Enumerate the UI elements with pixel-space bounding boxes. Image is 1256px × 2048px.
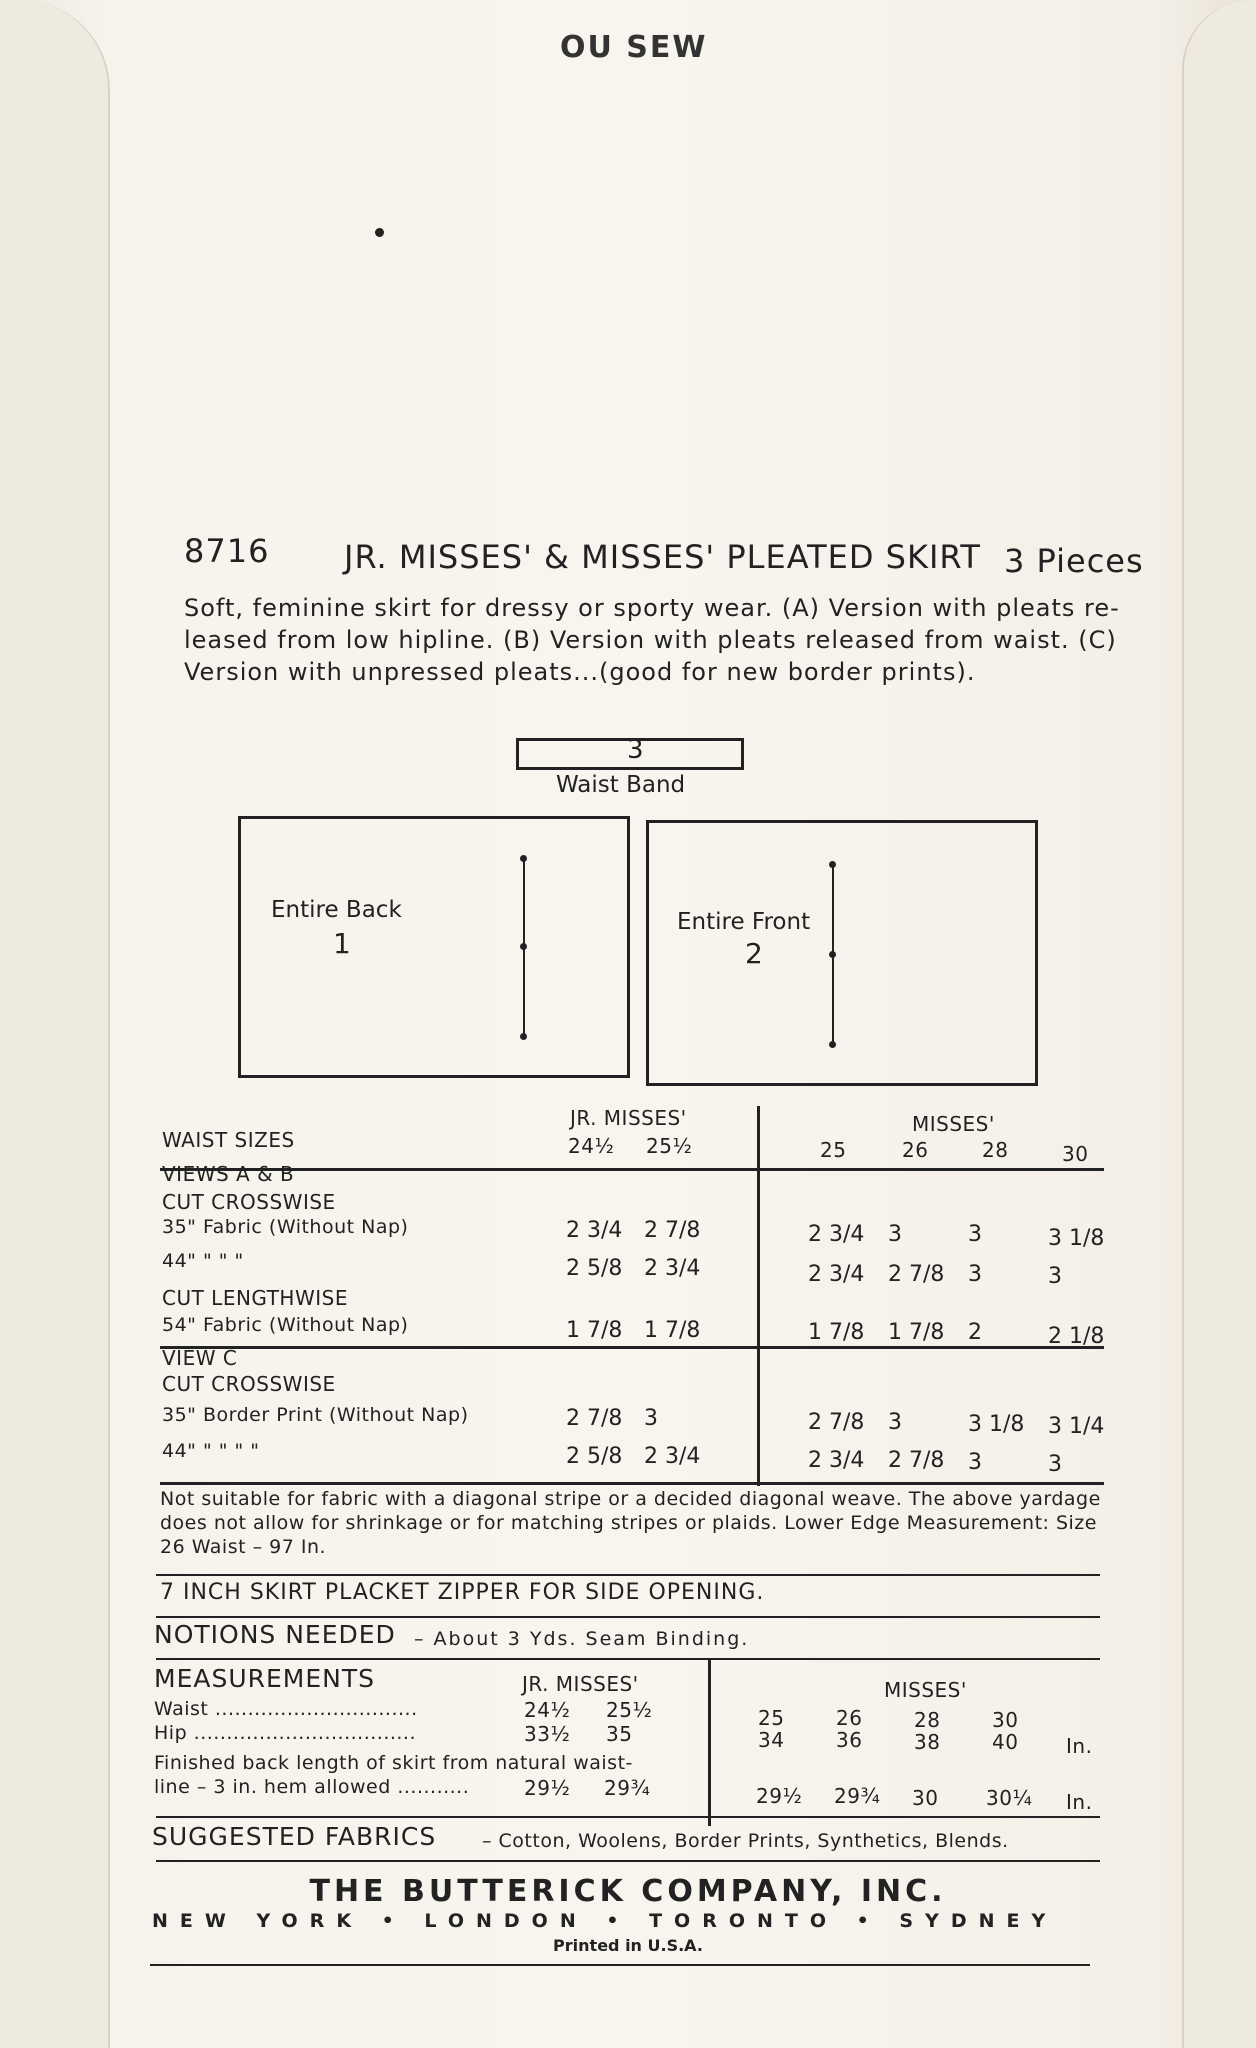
- yardage-cell: 2 3/4: [566, 1218, 623, 1243]
- yardage-cell: 2 3/4: [644, 1256, 701, 1281]
- waist-value: 30: [992, 1708, 1019, 1732]
- notions-label: NOTIONS NEEDED: [154, 1620, 396, 1649]
- jr-misses-header: JR. MISSES': [570, 1106, 687, 1130]
- waist-sizes-header: WAIST SIZES: [162, 1128, 295, 1152]
- suggested-text: – Cotton, Woolens, Border Prints, Synthetics, Blends.: [482, 1830, 1009, 1852]
- finished-length-label: line – 3 in. hem allowed ...........: [154, 1776, 470, 1798]
- yardage-cell: 2 3/4: [808, 1222, 865, 1247]
- yardage-cell: 3 1/8: [968, 1412, 1025, 1437]
- yardage-cell: 2 5/8: [566, 1256, 623, 1281]
- section-rule: [156, 1658, 1100, 1660]
- yardage-cell: 1 7/8: [888, 1320, 945, 1345]
- zipper-line: 7 INCH SKIRT PLACKET ZIPPER FOR SIDE OPENING.: [160, 1580, 765, 1605]
- section-rule: [156, 1574, 1100, 1576]
- row-label: 54" Fabric (Without Nap): [162, 1314, 409, 1336]
- description-line: leased from low hipline. (B) Version with pleats released from waist. (C): [184, 626, 1117, 654]
- grain-dot: [829, 861, 836, 868]
- grain-dot: [829, 951, 836, 958]
- company-cities: NEW YORK • LONDON • TORONTO • SYDNEY: [152, 1910, 1058, 1932]
- row-label: 35" Border Print (Without Nap): [162, 1404, 469, 1426]
- size-header: 28: [982, 1138, 1009, 1162]
- yardage-cell: 3: [1048, 1264, 1062, 1289]
- yardage-cell: 3: [968, 1450, 982, 1475]
- yardage-note: does not allow for shrinkage or for matching stripes or plaids. Lower Edge Measurement: Size: [160, 1512, 1097, 1534]
- view-label: VIEWS A & B: [162, 1162, 295, 1186]
- yardage-cell: 3 1/4: [1048, 1414, 1105, 1439]
- finished-value: 29½: [524, 1776, 571, 1800]
- piece-count: 3 Pieces: [1004, 542, 1144, 580]
- unit-label: In.: [1066, 1734, 1093, 1758]
- entire-back-piece: [238, 816, 630, 1078]
- finished-value: 30: [912, 1786, 939, 1810]
- grain-dot: [829, 1041, 836, 1048]
- company-name: THE BUTTERICK COMPANY, INC.: [309, 1874, 947, 1909]
- view-label: VIEW C: [162, 1346, 238, 1370]
- finished-value: 30¼: [986, 1786, 1033, 1810]
- table-rule: [160, 1346, 1104, 1349]
- suggested-label: SUGGESTED FABRICS: [152, 1822, 437, 1851]
- yardage-note: Not suitable for fabric with a diagonal stripe or a decided diagonal weave. The above yardage: [160, 1488, 1101, 1510]
- table-rule: [160, 1482, 1104, 1485]
- size-header: 26: [902, 1138, 929, 1162]
- waist-band-piece: [516, 735, 744, 770]
- yardage-cell: 3: [888, 1222, 902, 1247]
- back-piece-number: 1: [333, 927, 351, 960]
- yardage-cell: 1 7/8: [566, 1318, 623, 1343]
- hip-value: 35: [606, 1722, 633, 1746]
- envelope-right-flap: [1182, 0, 1256, 2048]
- finished-value: 29½: [756, 1784, 803, 1808]
- finished-value: 29¾: [604, 1776, 651, 1800]
- grain-dot: [520, 943, 527, 950]
- hip-value: 34: [758, 1728, 785, 1752]
- size-header: 25: [820, 1138, 847, 1162]
- front-piece-label: Entire Front: [677, 909, 811, 935]
- row-label: 44" " " ": [162, 1250, 244, 1272]
- grain-dot: [520, 1033, 527, 1040]
- yardage-cell: 3: [968, 1262, 982, 1287]
- row-label: 44" " " " ": [162, 1440, 260, 1462]
- printed-in: Printed in U.S.A.: [553, 1936, 703, 1955]
- waist-value: 25: [758, 1706, 785, 1730]
- waist-value: 28: [914, 1708, 941, 1732]
- footer-rule: [150, 1964, 1090, 1966]
- yardage-cell: 2 3/4: [808, 1448, 865, 1473]
- section-rule: [156, 1816, 1100, 1818]
- waist-value: 25½: [606, 1698, 653, 1722]
- yardage-cell: 1 7/8: [644, 1318, 701, 1343]
- yardage-cell: 2 7/8: [888, 1262, 945, 1287]
- yardage-cell: 2 7/8: [888, 1448, 945, 1473]
- yardage-note: 26 Waist – 97 In.: [160, 1536, 327, 1558]
- hip-value: 33½: [524, 1722, 571, 1746]
- size-header: 30: [1062, 1142, 1089, 1166]
- description-line: Soft, feminine skirt for dressy or sporty wear. (A) Version with pleats re-: [184, 594, 1120, 622]
- yardage-cell: 3: [968, 1222, 982, 1247]
- yardage-cell: 3: [644, 1406, 658, 1431]
- cut-label: CUT CROSSWISE: [162, 1372, 336, 1396]
- grain-dot: [520, 855, 527, 862]
- top-flap-text: OU SEW: [560, 30, 708, 65]
- cut-label: CUT LENGTHWISE: [162, 1286, 348, 1310]
- row-label: 35" Fabric (Without Nap): [162, 1216, 409, 1238]
- notions-text: – About 3 Yds. Seam Binding.: [414, 1628, 750, 1650]
- pattern-number: 8716: [184, 532, 270, 570]
- back-piece-label: Entire Back: [271, 897, 402, 923]
- yardage-cell: 2 7/8: [566, 1406, 623, 1431]
- yardage-cell: 2 1/8: [1048, 1324, 1105, 1349]
- waist-band-number: 3: [627, 735, 644, 765]
- yardage-cell: 3: [1048, 1452, 1062, 1477]
- section-rule: [156, 1616, 1100, 1618]
- yardage-cell: 2 5/8: [566, 1444, 623, 1469]
- hip-value: 40: [992, 1730, 1019, 1754]
- description-line: Version with unpressed pleats...(good for new border prints).: [184, 658, 976, 686]
- yardage-cell: 1 7/8: [808, 1320, 865, 1345]
- finished-length-label: Finished back length of skirt from natural waist-: [154, 1752, 633, 1774]
- yardage-cell: 2 7/8: [808, 1410, 865, 1435]
- front-piece-number: 2: [745, 937, 763, 970]
- yardage-cell: 3 1/8: [1048, 1226, 1105, 1251]
- yardage-cell: 2 3/4: [808, 1262, 865, 1287]
- size-header: 24½: [568, 1134, 615, 1158]
- cut-label: CUT CROSSWISE: [162, 1190, 336, 1214]
- yardage-cell: 2 7/8: [644, 1218, 701, 1243]
- yardage-cell: 2 3/4: [644, 1444, 701, 1469]
- pattern-title: JR. MISSES' & MISSES' PLEATED SKIRT: [344, 538, 981, 576]
- waist-value: 24½: [524, 1698, 571, 1722]
- ink-dot: [375, 228, 384, 237]
- yardage-cell: 2: [968, 1320, 982, 1345]
- measurements-divider: [708, 1660, 711, 1826]
- envelope-left-flap: [0, 0, 110, 2048]
- misses-header: MISSES': [884, 1678, 967, 1702]
- yardage-cell: 3: [888, 1410, 902, 1435]
- unit-label: In.: [1066, 1790, 1093, 1814]
- hip-value: 36: [836, 1728, 863, 1752]
- waist-value: 26: [836, 1706, 863, 1730]
- table-divider: [757, 1106, 760, 1486]
- hip-label: Hip ..................................: [154, 1722, 417, 1744]
- finished-value: 29¾: [834, 1784, 881, 1808]
- waist-band-label: Waist Band: [556, 772, 686, 798]
- size-header: 25½: [646, 1134, 693, 1158]
- entire-front-piece: [646, 820, 1038, 1086]
- table-rule: [160, 1168, 1104, 1171]
- waist-label: Waist ...............................: [154, 1698, 418, 1720]
- measurements-label: MEASUREMENTS: [154, 1664, 376, 1693]
- misses-header: MISSES': [912, 1112, 995, 1136]
- section-rule: [156, 1860, 1100, 1862]
- jr-misses-header: JR. MISSES': [522, 1672, 639, 1696]
- hip-value: 38: [914, 1730, 941, 1754]
